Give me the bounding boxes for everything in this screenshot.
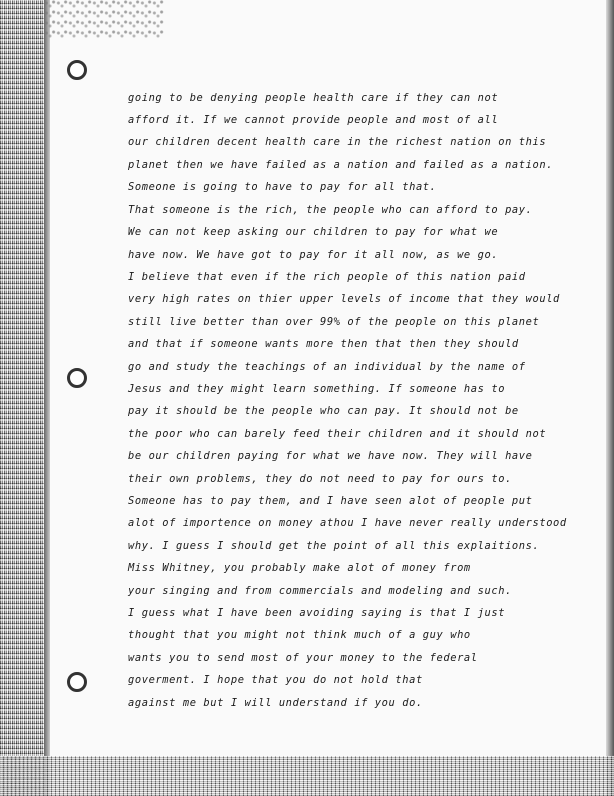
letter-line: wants you to send most of your money to the federal	[128, 652, 478, 664]
letter-line: thought that you might not think much of a guy who	[128, 629, 471, 641]
letter-line: That someone is the rich, the people who can afford to pay.	[128, 204, 533, 216]
letter-line: planet then we have failed as a nation and failed as a nation.	[128, 159, 554, 171]
punch-hole-bottom	[67, 672, 87, 692]
scan-edge-shadow	[44, 0, 50, 796]
letter-line: the poor who can barely feed their children and it should not	[128, 428, 547, 440]
letter-line: Jesus and they might learn something. If someone has to	[128, 383, 506, 395]
letter-line: Someone is going to have to pay for all that.	[128, 181, 437, 193]
scan-edge-right	[606, 0, 614, 796]
letter-line: pay it should be the people who can pay. It should not be	[128, 405, 519, 417]
letter-line: have now. We have got to pay for it all now, as we go.	[128, 249, 499, 261]
letter-line: your singing and from commercials and modeling and such.	[128, 585, 512, 597]
letter-line: go and study the teachings of an individual by the name of	[128, 361, 526, 373]
punch-hole-middle	[67, 368, 87, 388]
letter-line: alot of importence on money athou I have never really understood	[128, 517, 567, 529]
letter-line: and that if someone wants more then that then they should	[128, 338, 519, 350]
letter-line: be our children paying for what we have now. They will have	[128, 450, 533, 462]
letter-line: We can not keep asking our children to pay for what we	[128, 226, 499, 238]
letter-line: afford it. If we cannot provide people and most of all	[128, 114, 499, 126]
letter-line: I believe that even if the rich people of this nation paid	[128, 271, 526, 283]
letter-line: I guess what I have been avoiding saying is that I just	[128, 607, 506, 619]
scan-edge-left	[0, 0, 44, 796]
letter-line: goverment. I hope that you do not hold that	[128, 674, 423, 686]
letter-line: against me but I will understand if you do.	[128, 697, 423, 709]
letter-line: their own problems, they do not need to pay for ours to.	[128, 473, 512, 485]
letter-line: why. I guess I should get the point of all this explaitions.	[128, 540, 540, 552]
letter-line: going to be denying people health care if they can not	[128, 92, 499, 104]
scan-speckle	[44, 0, 164, 40]
letter-line: Someone has to pay them, and I have seen alot of people put	[128, 495, 533, 507]
letter-line: very high rates on thier upper levels of income that they would	[128, 293, 560, 305]
letter-line: Miss Whitney, you probably make alot of money from	[128, 562, 471, 574]
letter-line: our children decent health care in the richest nation on this	[128, 136, 547, 148]
scan-edge-bottom	[0, 756, 614, 796]
letter-line: still live better than over 99% of the people on this planet	[128, 316, 540, 328]
punch-hole-top	[67, 60, 87, 80]
